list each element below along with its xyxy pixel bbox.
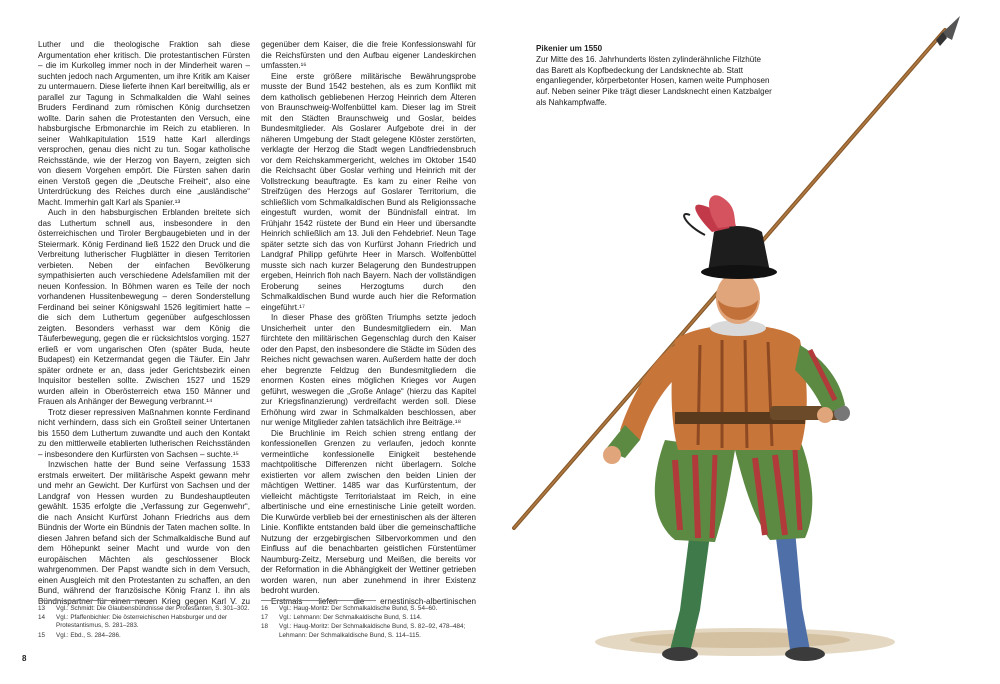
paragraph: In dieser Phase des größten Triumphs setzte jedoch Unsicherheit unter den Bundesmitgliedern ein. Man fürchtete den militärischen Gegenschlag durch den Kaiser oder den Papst, den insbesondere die Städte im Süden des Reiches nicht gewachsen waren. Außerdem hatte der doch eher begrenzte Feldzug den Bundesmitgliedern die enormen Kosten eines möglichen Krieges vor Augen geführt, weswegen die „Große Anlage“ (hierzu das Kapitel zur Kriegsfinanzierung) verdreifacht werden soll. Diese Erhöhung wird zwar in Schmalkalden beschlossen, aber nur wenige Mitglieder zahlen tatsächlich ihre Beiträge.¹⁸	[261, 313, 476, 427]
footnote	[261, 623, 476, 639]
footnote-number: 17	[261, 614, 269, 622]
footnote	[38, 632, 250, 640]
doublet	[672, 325, 807, 450]
paragraph: Erstmals liefen die ernestinisch-albertinischen	[271, 596, 476, 606]
footnote	[261, 614, 476, 622]
caption-title: Pikenier um 1550	[536, 44, 603, 53]
left-shoe	[662, 647, 698, 661]
text-column-1	[38, 40, 250, 608]
footnotes-column-1	[38, 605, 250, 641]
paragraph: Auch in den habsburgischen Erblanden breitete sich das Luthertum schnell aus, insbesondere in den österreichischen und Tiroler Bergbaugebieten und in der Steiermark. König Ferdinand ließ 1522 den Druck und die Verbreitung lutherischer Flugblätter in diesen Territorien verbieten. Neben der einfachen Bevölkerung sympathisierten auch verschiedene Adelsfamilien mit der neuen Konfession. In Böhmen waren es Teile der noch vorhandenen Hussitenbewegung – deren Sonderstellung Ferdinand bei seiner Königswahl 1526 legitimiert hatte – die sich dem Luthertum gegenüber aufgeschlossen zeigten. Besonders verhasst war dem König die Täuferbewegung, gegen die er rücksichtslos vorging. 1527 erließ er vom ungarischen Ofen (später Buda, heute Budapest) ein Ketzermandat gegen die Täufer. Ein Jahr später ordnete er an, dass jeder Gerichtsbezirk einen Inquisitor bestellen sollte. Zwischen 1527 und 1529 wurden allein in Oberösterreich etwa 150 Männer und Frauen als Anhänger der Bewegung verbrannt.¹⁴	[38, 208, 250, 406]
right-shoe	[785, 647, 825, 661]
footnote-number: 13	[38, 605, 46, 612]
paragraph: Trotz dieser repressiven Maßnahmen konnte Ferdinand nicht verhindern, dass sich ein Großteil seiner Untertanen bis 1550 dem Luthertum zuwandte und auch den Kontakt zu den mittlerweile etablierten lutherischen Reichsständen – insbesondere den Kurfürsten von Sachsen – suchte.¹⁵	[38, 407, 250, 459]
right-hand	[817, 407, 833, 423]
caption-text: Zur Mitte des 16. Jahrhunderts lösten zylinderähnliche Filzhüte das Barett als Kopfbedeckung der Landsknechte ab. Statt enganliegender, körperbetonter Hosen, kamen weite Pumphosen auf. Neben seiner Pike trägt dieser Landsknecht einen Katzbalger als Nahkampfwaffe.	[536, 54, 772, 107]
footnote-text: Vgl.: Haug-Moritz: Der Schmalkaldische Bund, S. 54–60.	[279, 605, 438, 612]
footnote-number: 15	[38, 631, 46, 639]
footnote-text: Vgl.: Lehmann: Der Schmalkaldische Bund, S. 114.	[279, 614, 422, 622]
paragraph: Luther und die theologische Fraktion sah diese Argumentation eher kritisch. Die protestantischen Fürsten – die im Kurkolleg immer noch in der Minderheit waren – suchten jedoch nach Argumenten, um ihre Kritik am Kaiser zu untermauern. Diese lieferte ihnen Karl bereitwillig, als er parallel zur Tagung in Schmalkalden die Wahl seines Bruders Ferdinand zum römischen König durchsetzen wollte. Darin sahen die Protestanten den Versuch, eine habsburgische Erbmonarchie im Reich zu etablieren. In seiner Wahlkapitulation 1519 hatte Karl allerdings versprochen, genau dies nicht zu tun. Sogar katholische Reichsstände, wie der Herzog von Bayern, zeigten sich von diesem Vorgehen empört. Die Fürsten sahen darin einen Verstoß gegen die „Deutsche Freiheit“, also eine Unterdrückung des Reiches durch eine „ausländische“ Macht. Immerhin galt Karl als Spanier.¹³	[38, 40, 250, 207]
footnote-divider	[38, 600, 153, 601]
paragraph: Die Bruchlinie im Reich schien streng entlang der konfessionellen Grenzen zu verlaufen, jedoch konnte vermeintliche konfessionelle Einigkeit bestehende machtpolitische Differenzen nicht überlagern. Solche existierten vor allem zwischen den beiden Linien der mächtigen Wettiner. 1485 war das Kurfürstentum, der vielleicht mächtigste Territorialstaat im Reich, in eine albertinische und eine ernestinische Linie geteilt worden. Die Kurwürde verblieb bei der ernestinischen als der älteren Linie. Konflikte entstanden bald über die gemeinschaftliche Nutzung der erzgebirgischen Silbervorkommen und den Einfluss auf die benachbarten geistlichen Fürstentümer Naumburg-Zeitz, Merseburg und Meißen, die bereits vor der Reformation in die Abhängigkeit der Wettiner getrieben worden waren, nun aber zunehmend in ihrer Existenz bedroht wurden.	[261, 428, 476, 595]
footnote-text: Vgl.: Schmidt: Die Glaubensbündnisse der Protestanten, S. 301–302.	[56, 605, 250, 612]
text-column-2	[261, 40, 476, 608]
footnote	[38, 605, 250, 613]
footnote-text: Vgl.: Pfaffenbichler: Die österreichischen Habsburger und der Protestantismus, S. 281–283.	[56, 614, 228, 630]
footnote	[261, 605, 476, 613]
left-hand	[603, 446, 621, 464]
pikeman-illustration	[500, 10, 1000, 684]
footnote-number: 16	[261, 605, 269, 612]
footnote-text: Vgl.: Ebd., S. 284–286.	[56, 631, 121, 639]
paragraph: Inzwischen hatte der Bund seine Verfassung 1533 erstmals erweitert. Der militärische Aspekt gewann mehr und mehr an Gewicht. Der Kurfürst von Sachsen und der Landgraf von Hessen wurden zu Bundeshauptleuten gewählt. 1535 erfolgte die „Verfassung zur Gegenwehr“, die nach Ansicht Kurfürst Johann Friedrichs aus dem Bündnis der Worte ein Bündnis der Taten machen sollte. In diesen Jahren befand sich der Schmalkaldische Bund auf dem Höhepunkt seiner Macht und wurde von den europäischen Mächten als geschlossener Block wahrgenommen. Der Papst wandte sich in dem Versuch, einen Ausgleich mit den Protestanten zu schaffen, an den Bund, während der französische König Franz I. ihn als Bündnispartner für einen neuen Krieg gegen Karl V. zu	[38, 460, 250, 606]
footnote-number: 14	[38, 614, 46, 622]
footnotes-column-2	[261, 605, 476, 641]
page-number: 8	[22, 654, 27, 663]
footnote	[38, 614, 250, 630]
paragraph: Eine erste größere militärische Bewährungsprobe musste der Bund 1542 bestehen, als es zum Konflikt mit dem katholisch gebliebenen Herzog Heinrich dem Älteren von Braunschweig-Wolfenbüttel kam. Dieser lag im Streit mit den Städten Braunschweig und Goslar, beides Bundesmitglieder. Als Goslarer Aufgebote drei in der näheren Umgebung der Stadt gelegene Klöster zerstörten, verklagte der Herzog die Stadt wegen Landfriedensbruch vor dem Reichskammergericht, welches im Oktober 1540 die Reichsacht über Goslar verhing und Heinrich mit der Vollstreckung beauftragte. Es kam zu einer Reihe von Streifzügen des Herzogs auf Goslarer Territorium, die schließlich vom Schmalkaldischen Bund als Religionssache eingestuft wurden, womit der Bündnisfall eintrat. Im Frühjahr 1542 rüstete der Bund ein Heer und übersandte Heinrich schließlich am 13. Juli den Fehdebrief. Neun Tage später setzte sich das von Kurfürst Johann Friedrich und Landgraf Philipp geführte Heer in Marsch. Wolfenbüttel musste sich nach kurzer Belagerung den Bundestruppen ergeben, Heinrich floh nach Bayern. Nach der vollständigen Eroberung seines Herzogtums durch den Schmalkaldischen Bund wurde auch hier die Reformation eingeführt.¹⁷	[261, 71, 476, 312]
footnote-number: 18	[261, 623, 269, 631]
paragraph: gegenüber dem Kaiser, die die freie Konfessionswahl für die Reichsfürsten und den Aufbau eigener Landeskirchen umfassten.¹⁶	[261, 40, 476, 70]
footnote-divider	[261, 600, 376, 601]
footnote-text: Vgl.: Haug-Moritz: Der Schmalkaldische Bund, S. 82–92, 478–484; Lehmann: Der Schmalkaldische Bund, S. 114–115.	[279, 623, 466, 639]
